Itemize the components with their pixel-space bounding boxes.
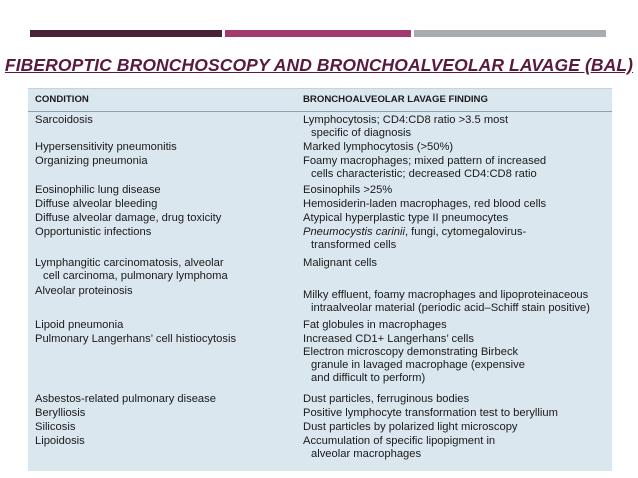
finding-text: Increased CD1+ Langerhans’ cells [303,333,474,345]
finding-cell [303,435,608,461]
column-header-finding: BRONCHOALVEOLAR LAVAGE FINDING [303,94,488,105]
finding-cell [303,212,608,225]
condition-cell [35,435,297,448]
finding-text: Dust particles by polarized light microscopy [303,421,518,433]
condition-cell [35,198,297,211]
finding-text: and difficult to perform) [311,372,426,384]
finding-organism-name: Pneumocystis carinii [303,226,405,238]
condition-text: Eosinophilic lung disease [35,184,161,196]
finding-cell [303,198,608,211]
finding-cell [303,226,608,252]
condition-text: Lipoid pneumonia [35,319,124,331]
finding-cell [303,333,608,385]
condition-text: Pulmonary Langerhans’ cell histiocytosis [35,333,237,345]
finding-text: Electron microscopy demonstrating Birbeck [303,346,519,358]
condition-text: Diffuse alveolar damage, drug toxicity [35,212,222,224]
condition-cell [35,333,297,346]
condition-text: Alveolar proteinosis [35,285,133,297]
finding-cell [303,393,608,406]
condition-text: Lymphangitic carcinomatosis, alveolar [35,257,224,269]
condition-cell [35,212,297,225]
decor-bar-dark [30,30,222,37]
condition-text: Diffuse alveolar bleeding [35,198,158,210]
condition-text: cell carcinoma, pulmonary lymphoma [43,270,228,282]
condition-cell [35,155,297,168]
finding-cell [303,114,608,140]
finding-cell [303,421,608,434]
finding-text: granule in lavaged macrophage (expensive [311,359,525,371]
condition-text: Berylliosis [35,407,86,419]
finding-text: Lymphocytosis; CD4:CD8 ratio >3.5 most [303,114,509,126]
finding-text: Positive lymphocyte transformation test to beryllium [303,407,558,419]
finding-text: transformed cells [311,239,397,251]
condition-text: Lipoidosis [35,435,85,447]
condition-cell [35,141,297,154]
condition-cell [35,184,297,197]
finding-cell [303,319,608,332]
table-header [28,89,612,112]
finding-text: Foamy macrophages; mixed pattern of increased [303,155,547,167]
finding-cell [303,407,608,420]
page-title: FIBEROPTIC BRONCHOSCOPY AND BRONCHOALVEOLAR LAVAGE (BAL) [4,55,634,75]
finding-text: Eosinophils >25% [303,184,393,196]
condition-cell [35,393,297,406]
finding-cell [303,257,608,270]
condition-text: Sarcoidosis [35,114,93,126]
condition-cell [35,257,297,283]
finding-text: alveolar macrophages [311,448,422,460]
finding-text: Dust particles, ferruginous bodies [303,393,470,405]
finding-cell [303,289,608,315]
condition-cell [35,421,297,434]
finding-text: Hemosiderin-laden macrophages, red blood cells [303,198,547,210]
condition-text: Asbestos-related pulmonary disease [35,393,216,405]
finding-cell [303,184,608,197]
condition-cell [35,226,297,239]
column-header-condition: CONDITION [35,94,89,105]
finding-text: Marked lymphocytosis (>50%) [303,141,454,153]
finding-text: Atypical hyperplastic type II pneumocytes [303,212,509,224]
finding-text: Accumulation of specific lipopigment in [303,435,496,447]
finding-cell [303,141,608,154]
finding-line [303,226,608,239]
condition-text: Hypersensitivity pneumonitis [35,141,177,153]
finding-text: Malignant cells [303,257,377,269]
bal-findings-table [28,88,612,471]
condition-cell [35,319,297,332]
finding-cell [303,155,608,181]
finding-text: specific of diagnosis [311,127,412,139]
condition-cell [35,407,297,420]
finding-text: Milky effluent, foamy macrophages and lipoproteinaceous [303,289,589,301]
finding-text: , fungi, cytomegalovirus- [404,226,527,238]
condition-text: Silicosis [35,421,76,433]
finding-text: intraalveolar material (periodic acid–Schiff stain positive) [311,302,590,314]
decor-bar-magenta [225,30,411,37]
condition-text: Organizing pneumonia [35,155,148,167]
condition-cell [35,114,297,127]
condition-cell [35,285,297,298]
finding-text: Fat globules in macrophages [303,319,447,331]
decor-bar-gray [414,30,606,37]
finding-text: cells characteristic; decreased CD4:CD8 ratio [311,168,537,180]
condition-text: Opportunistic infections [35,226,152,238]
